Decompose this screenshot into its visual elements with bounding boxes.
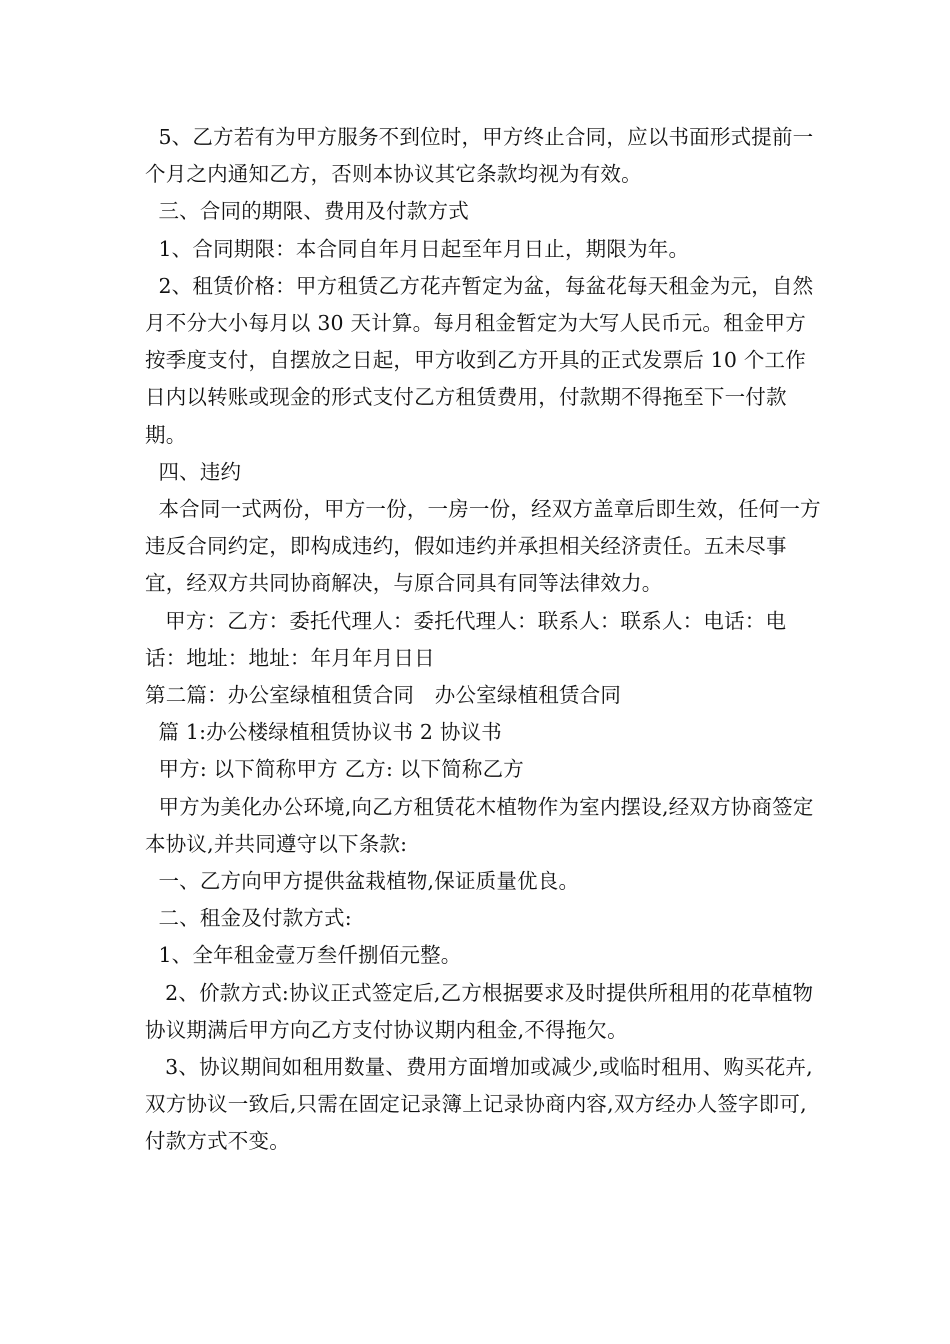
paragraph-changes-during-term: 3、协议期间如租用数量、费用方面增加或减少,或临时租用、购买花卉,双方协议一致后,只需在固定记录簿上记录协商内容,双方经办人签字即可,付款方式不变。 [145, 1055, 813, 1154]
paragraph-purpose: 甲方为美化办公环境,向乙方租赁花木植物作为室内摆设,经双方协商签定本协议,并共同遵守以下条款: [145, 794, 814, 856]
paragraph-clause-5: 5、乙方若有为甲方服务不到位时，甲方终止合同，应以书面形式提前一个月之内通知乙方，否则本协议其它条款均视为有效。 [145, 125, 814, 187]
heading-breach: 四、违约 [145, 459, 242, 484]
paragraph-breach-terms: 本合同一式两份，甲方一份，一房一份，经双方盖章后即生效，任何一方违反合同约定，即构成违约，假如违约并承担相关经济责任。五未尽事宜，经双方共同协商解决，与原合同具有同等法律效力。 [145, 497, 821, 596]
paragraph-parties: 甲方: 以下简称甲方 乙方: 以下简称乙方 [145, 757, 524, 782]
paragraph-contract-term: 1、合同期限：本合同自年月日起至年月日止，期限为年。 [145, 236, 690, 261]
document-page [145, 119, 825, 1161]
heading-part-two: 第二篇：办公室绿植租赁合同 办公室绿植租赁合同 [145, 683, 622, 708]
heading-rent-payment: 二、租金及付款方式: [145, 906, 352, 931]
paragraph-annual-rent: 1、全年租金壹万叁仟捌佰元整。 [145, 943, 462, 968]
paragraph-item-1: 一、乙方向甲方提供盆栽植物,保证质量优良。 [145, 869, 580, 894]
paragraph-rental-price: 2、租赁价格：甲方租赁乙方花卉暂定为盆，每盆花每天租金为元，自然月不分大小每月以 30 天计算。每月租金暂定为大写人民币元。租金甲方按季度支付，自摆放之日起，甲方收到乙方开具的正式发票后 10 个工作日内以转账或现金的形式支付乙方租赁费用，付款期不得拖至下一付款期。 [145, 273, 814, 447]
heading-agreement-title: 篇 1:办公楼绿植租赁协议书 2 协议书 [145, 720, 502, 745]
paragraph-payment-method: 2、价款方式:协议正式签定后,乙方根据要求及时提供所租用的花草植物协议期满后甲方向乙方支付协议期内租金,不得拖欠。 [145, 980, 814, 1042]
heading-term-fees-payment: 三、合同的期限、费用及付款方式 [145, 199, 469, 224]
paragraph-signature-block: 甲方：乙方：委托代理人：委托代理人：联系人：联系人：电话：电话：地址：地址：年月年月日日 [145, 608, 787, 670]
